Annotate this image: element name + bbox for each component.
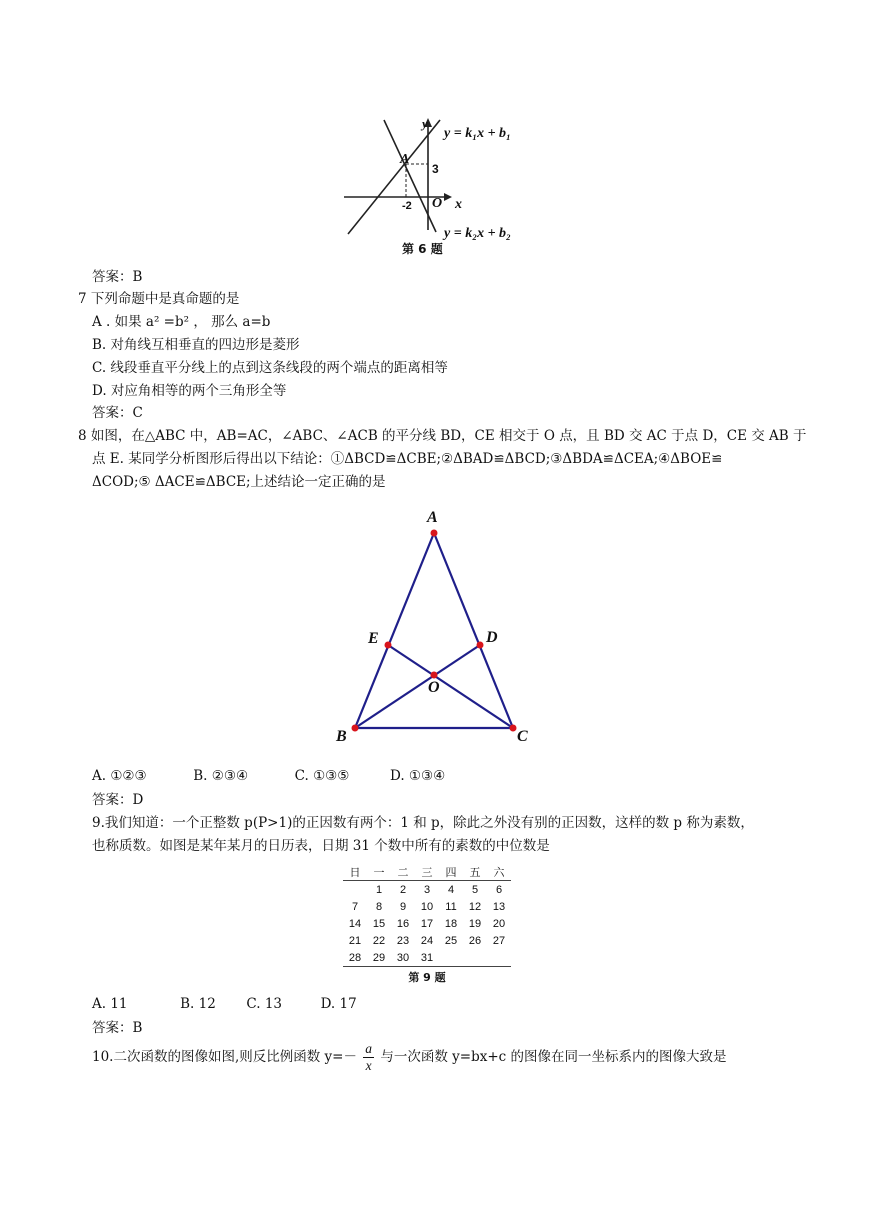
side-ab [355, 533, 434, 728]
fig8-label-O: O [428, 679, 440, 696]
fig8-label-D: D [486, 629, 498, 646]
calendar [343, 863, 511, 985]
calendar-cell: 31 [420, 951, 434, 964]
q10-stem [92, 1041, 727, 1074]
calendar-row [343, 915, 511, 932]
calendar-cell: 26 [468, 934, 482, 947]
calendar-cell [343, 881, 367, 899]
calendar-row [343, 881, 511, 899]
point-a [431, 530, 438, 537]
q9-answer: 答案：B [92, 1020, 143, 1036]
calendar-cell: 9 [399, 900, 407, 913]
calendar-header-cell: 二 [397, 866, 409, 879]
fig6-tick-3: 3 [432, 162, 439, 176]
point-c [510, 725, 517, 732]
point-b [352, 725, 359, 732]
calendar-cell: 1 [375, 883, 383, 896]
q10-fraction [363, 1041, 374, 1074]
point-d [477, 642, 484, 649]
point-o [431, 672, 438, 679]
calendar-cell: 19 [468, 917, 482, 930]
q9-option-b: B. 12 [180, 996, 216, 1012]
calendar-cell: 16 [396, 917, 410, 930]
fig6-graph [340, 112, 530, 262]
fig8-label-C: C [517, 728, 528, 745]
calendar-cell: 4 [447, 883, 455, 896]
fig6-label-O: O [432, 196, 443, 211]
fig6-label-y: y [422, 116, 428, 131]
calendar-header-cell: 三 [421, 866, 433, 879]
calendar-cell: 24 [420, 934, 434, 947]
fig6-label-A: A [400, 152, 410, 167]
calendar-cell: 6 [495, 883, 503, 896]
q6-answer: 答案：B [92, 269, 143, 285]
calendar-cell: 28 [348, 951, 362, 964]
q8-option-c: C. ①③⑤ [294, 768, 350, 784]
q8-stem-line2: 点 E. 某同学分析图形后得出以下结论：①ΔBCD≌ΔCBE;②ΔBAD≌ΔBCD;③ΔBDA≌ΔCEA;④ΔBOE≌ [92, 451, 723, 467]
q10-stem-part1: 10.二次函数的图像如图,则反比例函数 y=－ [92, 1049, 357, 1065]
calendar-cell: 17 [420, 917, 434, 930]
calendar-cell: 2 [399, 883, 407, 896]
q10-stem-part2: 与一次函数 y=bx+c 的图像在同一坐标系内的图像大致是 [380, 1049, 727, 1065]
q7-option-a: A . 如果 a² =b² ， 那么 a=b [92, 314, 271, 330]
calendar-cell: 20 [492, 917, 506, 930]
calendar-cell: 10 [420, 900, 434, 913]
calendar-cell: 5 [471, 883, 479, 896]
calendar-header-row [343, 863, 511, 881]
q8-option-b: B. ②③④ [193, 768, 249, 784]
q9-option-c: C. 13 [246, 996, 282, 1012]
bisector-bd [355, 645, 480, 728]
q9-options [92, 996, 357, 1012]
calendar-cell [487, 949, 511, 967]
fig8-svg [330, 505, 540, 750]
q9-option-a: A. 11 [92, 996, 128, 1012]
q7-option-d: D. 对应角相等的两个三角形全等 [92, 383, 287, 399]
calendar-cell: 14 [348, 917, 362, 930]
calendar-cell [463, 949, 487, 967]
point-e [385, 642, 392, 649]
calendar-row [343, 949, 511, 967]
q9-option-d: D. 17 [320, 996, 357, 1012]
calendar-cell: 18 [444, 917, 458, 930]
q9-stem-line1: 9.我们知道：一个正整数 p(P>1)的正因数有两个：1 和 p，除此之外没有别的正因数，这样的数 p 称为素数， [92, 815, 754, 831]
calendar-caption: 第 9 题 [408, 971, 446, 984]
q8-option-d: D. ①③④ [389, 768, 446, 784]
calendar-cell: 29 [372, 951, 386, 964]
fig6-label-x: x [455, 197, 462, 212]
calendar-table [343, 863, 511, 967]
q10-frac-num: a [365, 1041, 373, 1056]
q8-stem-line3: ΔCOD;⑤ ΔACE≌ΔBCE;上述结论一定正确的是 [92, 474, 386, 490]
q10-frac-den: x [365, 1058, 372, 1073]
q7-option-b: B. 对角线互相垂直的四边形是菱形 [92, 337, 300, 353]
x-axis-arrow [444, 193, 452, 201]
bisector-ce [388, 645, 513, 728]
fig8-label-E: E [368, 630, 379, 647]
calendar-cell: 8 [375, 900, 383, 913]
q8-answer: 答案：D [92, 792, 144, 808]
calendar-cell [439, 949, 463, 967]
q7-answer: 答案：C [92, 405, 143, 421]
q8-option-a: A. ①②③ [92, 768, 147, 784]
calendar-cell: 22 [372, 934, 386, 947]
calendar-row [343, 898, 511, 915]
fig6-tick-minus2: -2 [402, 200, 412, 212]
calendar-cell: 25 [444, 934, 458, 947]
line-k1 [348, 120, 443, 234]
calendar-cell: 12 [468, 900, 482, 913]
q7-option-c: C. 线段垂直平分线上的点到这条线段的两个端点的距离相等 [92, 360, 448, 376]
calendar-header-cell: 五 [469, 866, 481, 879]
calendar-cell: 27 [492, 934, 506, 947]
calendar-cell: 11 [445, 900, 457, 913]
calendar-row [343, 932, 511, 949]
fig6-eq1: y = k₁x + b₁ [444, 126, 511, 141]
fig8-triangle [330, 505, 540, 750]
fig8-label-B: B [336, 728, 347, 745]
calendar-cell: 30 [396, 951, 410, 964]
calendar-header-cell: 一 [373, 866, 385, 879]
fig6-caption: 第 6 题 [402, 242, 443, 256]
calendar-cell: 21 [348, 934, 362, 947]
q8-options [92, 768, 445, 784]
calendar-cell: 23 [396, 934, 410, 947]
calendar-header-cell: 四 [445, 866, 457, 879]
calendar-header-cell: 六 [493, 866, 505, 879]
fig6-eq2: y = k₂x + b₂ [444, 226, 511, 241]
side-ac [434, 533, 513, 728]
calendar-cell: 13 [492, 900, 506, 913]
q8-stem-line1: 8 如图，在△ABC 中，AB=AC，∠ABC、∠ACB 的平分线 BD，CE 相交于 O 点，且 BD 交 AC 于点 D，CE 交 AB 于 [78, 428, 807, 444]
q7-stem: 7 下列命题中是真命题的是 [78, 291, 240, 307]
calendar-cell: 7 [351, 900, 359, 913]
calendar-cell: 3 [423, 883, 431, 896]
calendar-cell: 15 [372, 917, 386, 930]
fig8-label-A: A [427, 509, 438, 526]
calendar-header-cell: 日 [349, 866, 361, 879]
q9-stem-line2: 也称质数。如图是某年某月的日历表，日期 31 个数中所有的素数的中位数是 [92, 838, 550, 854]
